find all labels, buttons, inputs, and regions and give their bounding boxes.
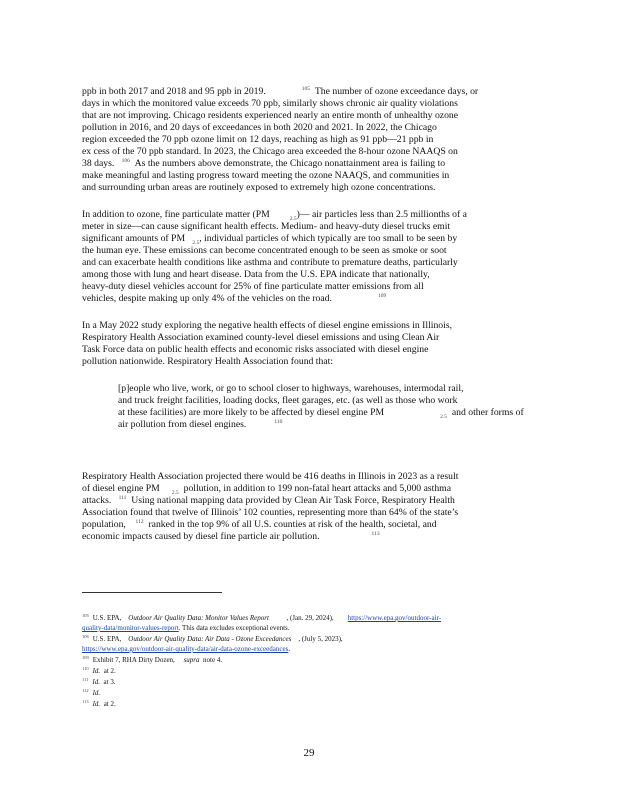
paragraph-4-line: economic impacts caused by diesel fine particle air pollution. $^{113}$	[82, 530, 380, 542]
footnote-109: $^{109}$ Exhibit 7, RHA Dirty Dozen, supra note 4.	[82, 654, 223, 664]
paragraph-1-line: 38 days. $^{106}$ As the numbers above demonstrate, the Chicago nonattainment area is failing to	[82, 157, 446, 169]
footnote-link[interactable]: https://www.epa.gov/outdoor-air-quality-data/air-data-ozone-exceedances	[82, 645, 289, 653]
paragraph-1-line: make meaningful and lasting progress toward meeting the ozone NAAQS, and communities in	[82, 170, 450, 181]
paragraph-4-line: of diesel engine PM $_{2.5}$ pollution, in addition to 199 non-fatal heart attacks and 5,000 asthma	[82, 483, 452, 496]
paragraph-2-line: among those with lung and heart disease. Data from the U.S. EPA indicate that nationally,	[82, 269, 430, 280]
paragraph-3-line: Task Force data on public health effects and economic risks associated with diesel engine	[82, 344, 429, 355]
paragraph-3-line: pollution nationwide. Respiratory Health Association found that:	[82, 356, 334, 367]
footnote-ref[interactable]: 109	[377, 292, 387, 299]
paragraph-3-line: In a May 2022 study exploring the negative health effects of diesel engine emissions in Illinois,	[82, 320, 453, 331]
block-quote-line: air pollution from diesel engines. $^{110}$	[118, 418, 283, 430]
paragraph-1-line: that are not improving. Chicago residents experienced nearly an entire month of unhealthy ozone	[82, 110, 459, 121]
footnote-111: $^{111}$ Id. at 3.	[82, 676, 116, 686]
footnote-ref[interactable]: 111	[118, 494, 127, 501]
footnote-separator	[82, 592, 222, 593]
paragraph-1-line: region exceeded the 70 ppb ozone limit on 12 days, reaching as high as 91 ppb—21 ppb in	[82, 134, 434, 145]
paragraph-1-line: ppb in both 2017 and 2018 and 95 ppb in 2019. $^{105}$ The number of ozone exceedance days, or	[82, 85, 479, 97]
footnote-link[interactable]: https://www.epa.gov/outdoor-air-	[347, 614, 442, 622]
footnote-105-cont: quality-data/monitor-values-report. This data excludes exceptional events.	[82, 624, 290, 632]
paragraph-2-line: significant amounts of PM $_{2.5}$, individual particles of which typically are too small to be seen by	[82, 233, 458, 246]
paragraph-4-line: Association found that twelve of Illinois’ 102 counties, representing more than 64% of the state’s	[82, 507, 459, 518]
paragraph-3-line: Respiratory Health Association examined county-level diesel emissions and using Clean Air	[82, 332, 440, 343]
paragraph-2-line: heavy-duty diesel vehicles account for 25% of fine particulate matter emissions from all	[82, 281, 424, 292]
footnote-105: $^{105}$ U.S. EPA, Outdoor Air Quality Data: Monitor Values Report , (Jan. 29, 2024), https://www.epa.gov/outdoor-air-	[82, 612, 442, 622]
paragraph-2-line: meter in size—can cause significant health effects. Medium- and heavy-duty diesel trucks emit	[82, 221, 451, 232]
footnote-110: $^{110}$ Id. at 2.	[82, 665, 116, 675]
paragraph-4-line: Respiratory Health Association projected there would be 416 deaths in Illinois in 2023 as a result	[82, 471, 459, 482]
footnote-106: $^{106}$ U.S. EPA, Outdoor Air Quality Data: Air Data - Ozone Exceedances , (July 5, 2023),	[82, 633, 343, 643]
footnote-ref[interactable]: 110	[274, 418, 283, 425]
paragraph-1-line: ex cess of the 70 ppb standard. In 2023, the Chicago area exceeded the 8-hour ozone NAAQS on	[82, 146, 458, 157]
paragraph-1-line: and surrounding urban areas are routinely exposed to extremely high ozone concentrations.	[82, 182, 436, 193]
paragraph-4-line: population, $^{112}$ ranked in the top 9% of all U.S. counties at risk of the health, societal, and	[82, 518, 437, 530]
page-number: 29	[303, 747, 315, 759]
footnote-link[interactable]: quality-data/monitor-values-report	[82, 624, 179, 632]
paragraph-2-line: the human eye. These emissions can become concentrated enough to be seen as smoke or soot	[82, 245, 447, 256]
footnote-ref[interactable]: 112	[135, 518, 144, 525]
footnote-112: $^{112}$ Id.	[82, 687, 101, 697]
paragraph-1-line: days in which the monitored value exceeds 70 ppb, similarly shows chronic air quality violations	[82, 98, 458, 109]
footnote-106-cont: https://www.epa.gov/outdoor-air-quality-data/air-data-ozone-exceedances.	[82, 645, 291, 653]
footnote-ref[interactable]: 113	[371, 530, 380, 537]
footnote-113: $^{113}$ Id. at 2.	[82, 698, 116, 708]
paragraph-1-line: pollution in 2016, and 20 days of exceedances in both 2020 and 2021. In 2022, the Chicago	[82, 122, 437, 133]
paragraph-2-line: In addition to ozone, fine particulate matter (PM $_{2.5}$)— air particles less than 2.5 millionths of a	[82, 209, 467, 222]
footnote-ref[interactable]: 105	[301, 85, 311, 92]
footnote-ref[interactable]: 106	[121, 157, 130, 164]
paragraph-2-line: and can exacerbate health conditions like asthma and contribute to premature deaths, particularly	[82, 257, 458, 268]
paragraph-2-line: vehicles, despite making up only 4% of the vehicles on the road. $^{109}$	[82, 292, 387, 304]
block-quote-line: and truck freight facilities, loading docks, fleet garages, etc. (as well as those who work	[118, 395, 458, 406]
block-quote-line: at these facilities) are more likely to be affected by diesel engine PM $_{2.5}$ and other forms of	[118, 407, 524, 420]
paragraph-4-line: attacks. $^{111}$ Using national mapping data provided by Clean Air Task Force, Respiratory Health	[82, 494, 455, 506]
block-quote-line: [p]eople who live, work, or go to school closer to highways, warehouses, intermodal rail,	[118, 383, 464, 394]
